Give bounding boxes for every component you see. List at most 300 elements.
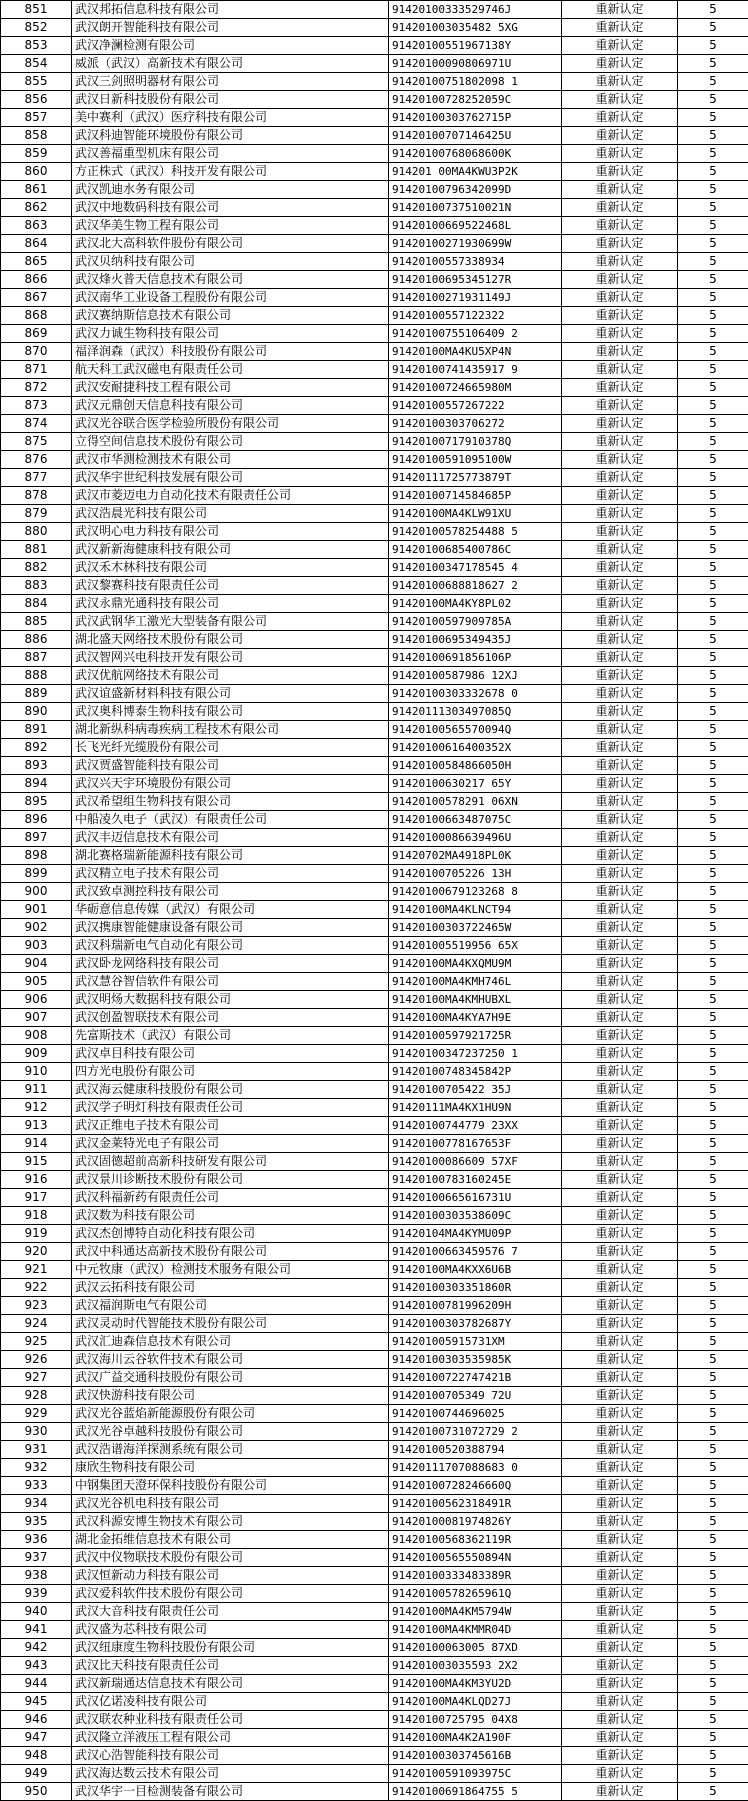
credit-code-cell: 91420100MA4KXQMU9M (389, 955, 562, 973)
row-number-cell: 875 (1, 433, 72, 451)
status-cell: 重新认定 (562, 487, 678, 505)
company-name-cell: 武汉金莱特光电子有限公司 (72, 1135, 389, 1153)
row-number-cell: 912 (1, 1099, 72, 1117)
count-cell: 5 (678, 19, 748, 37)
company-name-cell: 武汉光谷联合医学检验所股份有限公司 (72, 415, 389, 433)
table-row (1, 1189, 748, 1207)
company-name-cell: 武汉科源安博生物技术有限公司 (72, 1513, 389, 1531)
count-cell: 5 (678, 1783, 748, 1801)
status-cell: 重新认定 (562, 127, 678, 145)
status-cell: 重新认定 (562, 469, 678, 487)
row-number-cell: 880 (1, 523, 72, 541)
company-name-cell: 武汉浩谱海洋探测系统有限公司 (72, 1441, 389, 1459)
count-cell: 5 (678, 973, 748, 991)
credit-code-cell: 91420100669522468L (389, 217, 562, 235)
count-cell: 5 (678, 865, 748, 883)
credit-code-cell: 91420100741435917 9 (389, 361, 562, 379)
credit-code-cell: 91420111303497085Q (389, 703, 562, 721)
credit-code-cell: 91420100731072729 2 (389, 1423, 562, 1441)
table-row (1, 127, 748, 145)
count-cell: 5 (678, 343, 748, 361)
status-cell: 重新认定 (562, 1459, 678, 1477)
status-cell: 重新认定 (562, 1423, 678, 1441)
table-row (1, 1297, 748, 1315)
status-cell: 重新认定 (562, 1243, 678, 1261)
status-cell: 重新认定 (562, 1279, 678, 1297)
credit-code-cell: 91420100347237250 1 (389, 1045, 562, 1063)
count-cell: 5 (678, 1423, 748, 1441)
row-number-cell: 920 (1, 1243, 72, 1261)
status-cell: 重新认定 (562, 433, 678, 451)
status-cell: 重新认定 (562, 73, 678, 91)
count-cell: 5 (678, 991, 748, 1009)
row-number-cell: 937 (1, 1549, 72, 1567)
credit-code-cell: 91420100748345842P (389, 1063, 562, 1081)
count-cell: 5 (678, 325, 748, 343)
table-row (1, 1135, 748, 1153)
table-row (1, 325, 748, 343)
status-cell: 重新认定 (562, 397, 678, 415)
company-name-cell: 武汉力诚生物科技有限公司 (72, 325, 389, 343)
count-cell: 5 (678, 1765, 748, 1783)
company-name-cell: 武汉希望组生物科技有限公司 (72, 793, 389, 811)
row-number-cell: 929 (1, 1405, 72, 1423)
credit-code-cell: 91420100725795 04X8 (389, 1711, 562, 1729)
company-name-cell: 武汉华宇世纪科技发展有限公司 (72, 469, 389, 487)
row-number-cell: 885 (1, 613, 72, 631)
count-cell: 5 (678, 559, 748, 577)
row-number-cell: 884 (1, 595, 72, 613)
company-name-cell: 航天科工武汉磁电有限责任公司 (72, 361, 389, 379)
credit-code-cell: 91420100744779 23XX (389, 1117, 562, 1135)
company-name-cell: 武汉亿诺凌科技有限公司 (72, 1693, 389, 1711)
count-cell: 5 (678, 1009, 748, 1027)
company-name-cell: 湖北赛格瑞新能源科技有限公司 (72, 847, 389, 865)
credit-code-cell: 91420100665616731U (389, 1189, 562, 1207)
count-cell: 5 (678, 1567, 748, 1585)
count-cell: 5 (678, 1405, 748, 1423)
status-cell: 重新认定 (562, 541, 678, 559)
credit-code-cell: 91420100695349435J (389, 631, 562, 649)
company-name-cell: 武汉正维电子技术有限公司 (72, 1117, 389, 1135)
table-row (1, 109, 748, 127)
credit-code-cell: 91420100MA4K2A190F (389, 1729, 562, 1747)
company-name-cell: 武汉慧谷智信软件有限公司 (72, 973, 389, 991)
row-number-cell: 869 (1, 325, 72, 343)
company-name-cell: 武汉景川诊断技术股份有限公司 (72, 1171, 389, 1189)
company-name-cell: 立得空间信息技术股份有限公司 (72, 433, 389, 451)
status-cell: 重新认定 (562, 361, 678, 379)
company-name-cell: 武汉市菱迈电力自动化技术有限责任公司 (72, 487, 389, 505)
credit-code-cell: 91420100705349 72U (389, 1387, 562, 1405)
table-row (1, 757, 748, 775)
company-name-cell: 武汉日新科技股份有限公司 (72, 91, 389, 109)
count-cell: 5 (678, 1135, 748, 1153)
count-cell: 5 (678, 451, 748, 469)
credit-code-cell: 91420111725773879T (389, 469, 562, 487)
row-number-cell: 871 (1, 361, 72, 379)
row-number-cell: 874 (1, 415, 72, 433)
credit-code-cell: 91420100796342099D (389, 181, 562, 199)
company-name-cell: 武汉凯迪水务有限公司 (72, 181, 389, 199)
status-cell: 重新认定 (562, 163, 678, 181)
company-name-cell: 武汉隆立洋液压工程有限公司 (72, 1729, 389, 1747)
company-name-cell: 武汉恒新动力科技有限公司 (72, 1567, 389, 1585)
table-row (1, 541, 748, 559)
table-row (1, 73, 748, 91)
table-row (1, 523, 748, 541)
row-number-cell: 896 (1, 811, 72, 829)
count-cell: 5 (678, 1477, 748, 1495)
status-cell: 重新认定 (562, 973, 678, 991)
row-number-cell: 863 (1, 217, 72, 235)
status-cell: 重新认定 (562, 289, 678, 307)
credit-code-cell: 91420111MA4KX1HU9N (389, 1099, 562, 1117)
credit-code-cell: 91420100551967138Y (389, 37, 562, 55)
company-name-cell: 武汉黎赛科技有限责任公司 (72, 577, 389, 595)
row-number-cell: 867 (1, 289, 72, 307)
credit-code-cell: 91420100778167653F (389, 1135, 562, 1153)
status-cell: 重新认定 (562, 199, 678, 217)
status-cell: 重新认定 (562, 325, 678, 343)
row-number-cell: 889 (1, 685, 72, 703)
count-cell: 5 (678, 1315, 748, 1333)
count-cell: 5 (678, 289, 748, 307)
status-cell: 重新认定 (562, 595, 678, 613)
status-cell: 重新认定 (562, 1495, 678, 1513)
credit-code-cell: 91420100591095100W (389, 451, 562, 469)
table-row (1, 1675, 748, 1693)
company-name-cell: 武汉光谷机电科技有限公司 (72, 1495, 389, 1513)
company-name-cell: 武汉携康智能健康设备有限公司 (72, 919, 389, 937)
count-cell: 5 (678, 1081, 748, 1099)
status-cell: 重新认定 (562, 1081, 678, 1099)
status-cell: 重新认定 (562, 307, 678, 325)
company-name-cell: 湖北新纵科病毒疾病工程技术有限公司 (72, 721, 389, 739)
row-number-cell: 924 (1, 1315, 72, 1333)
status-cell: 重新认定 (562, 37, 678, 55)
company-name-cell: 中船凌久电子（武汉）有限责任公司 (72, 811, 389, 829)
count-cell: 5 (678, 793, 748, 811)
table-row (1, 19, 748, 37)
company-name-cell: 武汉比天科技有限责任公司 (72, 1657, 389, 1675)
status-cell: 重新认定 (562, 955, 678, 973)
status-cell: 重新认定 (562, 1585, 678, 1603)
count-cell: 5 (678, 1513, 748, 1531)
table-row (1, 1657, 748, 1675)
status-cell: 重新认定 (562, 667, 678, 685)
credit-code-cell: 91420100086609 57XF (389, 1153, 562, 1171)
company-name-cell: 武汉科瑞新电气自动化有限公司 (72, 937, 389, 955)
table-row (1, 1351, 748, 1369)
table-row (1, 595, 748, 613)
count-cell: 5 (678, 1639, 748, 1657)
count-cell: 5 (678, 1243, 748, 1261)
company-name-cell: 武汉明炀大数据科技有限公司 (72, 991, 389, 1009)
table-row (1, 667, 748, 685)
status-cell: 重新认定 (562, 1297, 678, 1315)
table-row (1, 361, 748, 379)
row-number-cell: 947 (1, 1729, 72, 1747)
company-name-cell: 武汉丰迈信息技术有限公司 (72, 829, 389, 847)
count-cell: 5 (678, 1603, 748, 1621)
company-name-cell: 华砺意信息传媒（武汉）有限公司 (72, 901, 389, 919)
count-cell: 5 (678, 1621, 748, 1639)
credit-code-cell: 91420100303722465W (389, 919, 562, 937)
credit-code-cell: 91420100MA4KMHUBXL (389, 991, 562, 1009)
row-number-cell: 906 (1, 991, 72, 1009)
table-row (1, 1333, 748, 1351)
company-name-cell: 武汉三剑照明器材有限公司 (72, 73, 389, 91)
table-row (1, 1531, 748, 1549)
company-name-cell: 武汉贾盛智能科技有限公司 (72, 757, 389, 775)
row-number-cell: 902 (1, 919, 72, 937)
credit-code-cell: 91420100744696025 (389, 1405, 562, 1423)
credit-code-cell: 91420100578265961Q (389, 1585, 562, 1603)
row-number-cell: 930 (1, 1423, 72, 1441)
row-number-cell: 883 (1, 577, 72, 595)
table-row (1, 1441, 748, 1459)
row-number-cell: 894 (1, 775, 72, 793)
table-row (1, 1783, 748, 1801)
company-name-cell: 武汉朗开智能科技有限公司 (72, 19, 389, 37)
table-row (1, 1279, 748, 1297)
status-cell: 重新认定 (562, 847, 678, 865)
company-name-cell: 武汉市华测检测技术有限公司 (72, 451, 389, 469)
row-number-cell: 899 (1, 865, 72, 883)
status-cell: 重新认定 (562, 1225, 678, 1243)
company-name-cell: 武汉新新海健康科技有限公司 (72, 541, 389, 559)
table-row (1, 469, 748, 487)
row-number-cell: 887 (1, 649, 72, 667)
count-cell: 5 (678, 1693, 748, 1711)
row-number-cell: 864 (1, 235, 72, 253)
table-row (1, 1621, 748, 1639)
count-cell: 5 (678, 1027, 748, 1045)
table-row (1, 1081, 748, 1099)
table-row (1, 451, 748, 469)
credit-code-cell: 91420100597921725R (389, 1027, 562, 1045)
credit-code-cell: 914201005915731XM (389, 1333, 562, 1351)
credit-code-cell: 91420100303745616B (389, 1747, 562, 1765)
row-number-cell: 940 (1, 1603, 72, 1621)
table-row (1, 937, 748, 955)
credit-code-cell: 91420100063005 87XD (389, 1639, 562, 1657)
count-cell: 5 (678, 901, 748, 919)
row-number-cell: 861 (1, 181, 72, 199)
table-row (1, 1495, 748, 1513)
company-name-cell: 武汉快游科技有限公司 (72, 1387, 389, 1405)
table-row (1, 1243, 748, 1261)
credit-code-cell: 91420100728252059C (389, 91, 562, 109)
row-number-cell: 942 (1, 1639, 72, 1657)
company-name-cell: 武汉灵动时代智能技术股份有限公司 (72, 1315, 389, 1333)
row-number-cell: 949 (1, 1765, 72, 1783)
credit-code-cell: 91420100271931149J (389, 289, 562, 307)
row-number-cell: 897 (1, 829, 72, 847)
row-number-cell: 935 (1, 1513, 72, 1531)
company-name-cell: 武汉固德超前高新科技研发有限公司 (72, 1153, 389, 1171)
credit-code-cell: 91420100691864755 5 (389, 1783, 562, 1801)
row-number-cell: 941 (1, 1621, 72, 1639)
row-number-cell: 932 (1, 1459, 72, 1477)
table-row (1, 811, 748, 829)
row-number-cell: 895 (1, 793, 72, 811)
company-name-cell: 武汉安耐捷科技工程有限公司 (72, 379, 389, 397)
count-cell: 5 (678, 775, 748, 793)
count-cell: 5 (678, 37, 748, 55)
credit-code-cell: 91420100MA4KYA7H9E (389, 1009, 562, 1027)
row-number-cell: 934 (1, 1495, 72, 1513)
table-row (1, 1117, 748, 1135)
credit-code-cell: 91420100691856106P (389, 649, 562, 667)
credit-code-cell: 914201005519956 65X (389, 937, 562, 955)
count-cell: 5 (678, 757, 748, 775)
status-cell: 重新认定 (562, 1549, 678, 1567)
status-cell: 重新认定 (562, 1027, 678, 1045)
count-cell: 5 (678, 469, 748, 487)
count-cell: 5 (678, 1261, 748, 1279)
row-number-cell: 881 (1, 541, 72, 559)
company-name-cell: 武汉纽康度生物科技股份有限公司 (72, 1639, 389, 1657)
count-cell: 5 (678, 1585, 748, 1603)
credit-code-cell: 91420100722747421B (389, 1369, 562, 1387)
table-row (1, 973, 748, 991)
table-row (1, 1315, 748, 1333)
company-name-cell: 威派（武汉）高新技术有限公司 (72, 55, 389, 73)
table-row (1, 487, 748, 505)
table-row (1, 1693, 748, 1711)
company-name-cell: 武汉广益交通科技股份有限公司 (72, 1369, 389, 1387)
credit-code-cell: 91420100714584685P (389, 487, 562, 505)
credit-code-cell: 91420100520388794 (389, 1441, 562, 1459)
row-number-cell: 890 (1, 703, 72, 721)
table-row (1, 1045, 748, 1063)
status-cell: 重新认定 (562, 1369, 678, 1387)
status-cell: 重新认定 (562, 631, 678, 649)
status-cell: 重新认定 (562, 1783, 678, 1801)
table-body (1, 1, 748, 1801)
table-row (1, 181, 748, 199)
table-row (1, 235, 748, 253)
company-name-cell: 武汉净澜检测有限公司 (72, 37, 389, 55)
row-number-cell: 870 (1, 343, 72, 361)
credit-code-cell: 91420100707146425U (389, 127, 562, 145)
table-row (1, 1477, 748, 1495)
count-cell: 5 (678, 199, 748, 217)
credit-code-cell: 91420100751802098 1 (389, 73, 562, 91)
credit-code-cell: 91420100663459576 7 (389, 1243, 562, 1261)
credit-code-cell: 91420100557267222 (389, 397, 562, 415)
table-row (1, 613, 748, 631)
table-row (1, 1207, 748, 1225)
credit-code-cell: 914201003035482 5XG (389, 19, 562, 37)
table-row (1, 1459, 748, 1477)
company-name-cell: 武汉贝纳科技有限公司 (72, 253, 389, 271)
credit-code-cell: 91420100597909785A (389, 613, 562, 631)
row-number-cell: 855 (1, 73, 72, 91)
status-cell: 重新认定 (562, 829, 678, 847)
table-row (1, 919, 748, 937)
table-row (1, 631, 748, 649)
status-cell: 重新认定 (562, 1261, 678, 1279)
status-cell: 重新认定 (562, 1729, 678, 1747)
row-number-cell: 879 (1, 505, 72, 523)
company-name-cell: 武汉华宇一目检测装备有限公司 (72, 1783, 389, 1801)
company-name-cell: 武汉光谷卓越科技股份有限公司 (72, 1423, 389, 1441)
status-cell: 重新认定 (562, 901, 678, 919)
table-row (1, 1099, 748, 1117)
table-row (1, 1711, 748, 1729)
status-cell: 重新认定 (562, 343, 678, 361)
table-row (1, 991, 748, 1009)
credit-code-cell: 91420100781996209H (389, 1297, 562, 1315)
company-name-cell: 武汉致卓测控科技有限公司 (72, 883, 389, 901)
status-cell: 重新认定 (562, 19, 678, 37)
row-number-cell: 904 (1, 955, 72, 973)
company-name-cell: 武汉奥科博泰生物科技有限公司 (72, 703, 389, 721)
count-cell: 5 (678, 631, 748, 649)
count-cell: 5 (678, 1531, 748, 1549)
company-name-cell: 武汉汇迪森信息技术有限公司 (72, 1333, 389, 1351)
status-cell: 重新认定 (562, 1603, 678, 1621)
count-cell: 5 (678, 1099, 748, 1117)
status-cell: 重新认定 (562, 55, 678, 73)
company-name-cell: 武汉精立电子技术有限公司 (72, 865, 389, 883)
row-number-cell: 945 (1, 1693, 72, 1711)
count-cell: 5 (678, 1549, 748, 1567)
credit-code-cell: 91420100630217 65Y (389, 775, 562, 793)
table-row (1, 433, 748, 451)
table-row (1, 1387, 748, 1405)
company-name-cell: 康欣生物科技有限公司 (72, 1459, 389, 1477)
credit-code-cell: 91420100557338934 (389, 253, 562, 271)
company-name-cell: 湖北金拓维信息技术有限公司 (72, 1531, 389, 1549)
company-name-cell: 长飞光纤光缆股份有限公司 (72, 739, 389, 757)
credit-code-cell: 91420100685400786C (389, 541, 562, 559)
company-name-cell: 武汉明心电力科技有限公司 (72, 523, 389, 541)
credit-code-cell: 91420100MA4KM5794W (389, 1603, 562, 1621)
count-cell: 5 (678, 541, 748, 559)
table-row (1, 649, 748, 667)
credit-code-cell: 91420100591093975C (389, 1765, 562, 1783)
table-row (1, 901, 748, 919)
row-number-cell: 903 (1, 937, 72, 955)
credit-code-cell: 91420100679123268 8 (389, 883, 562, 901)
status-cell: 重新认定 (562, 919, 678, 937)
company-name-cell: 武汉中仪物联技术股份有限公司 (72, 1549, 389, 1567)
table-row (1, 1225, 748, 1243)
company-name-cell: 武汉浩晨光科技有限公司 (72, 505, 389, 523)
company-name-cell: 武汉大音科技有限责任公司 (72, 1603, 389, 1621)
count-cell: 5 (678, 1297, 748, 1315)
row-number-cell: 900 (1, 883, 72, 901)
row-number-cell: 858 (1, 127, 72, 145)
row-number-cell: 931 (1, 1441, 72, 1459)
row-number-cell: 854 (1, 55, 72, 73)
company-name-cell: 中元牧康（武汉）检测技术服务有限公司 (72, 1261, 389, 1279)
credit-code-cell: 91420100MA4KLW91XU (389, 505, 562, 523)
credit-code-cell: 91420100MA4KY8PL02 (389, 595, 562, 613)
count-cell: 5 (678, 847, 748, 865)
credit-code-cell: 91420100333483389R (389, 1567, 562, 1585)
status-cell: 重新认定 (562, 217, 678, 235)
credit-code-cell: 91420100MA4KLNCT94 (389, 901, 562, 919)
table-row (1, 1639, 748, 1657)
credit-code-cell: 91420100303762715P (389, 109, 562, 127)
count-cell: 5 (678, 487, 748, 505)
company-name-cell: 武汉海川云谷软件技术有限公司 (72, 1351, 389, 1369)
